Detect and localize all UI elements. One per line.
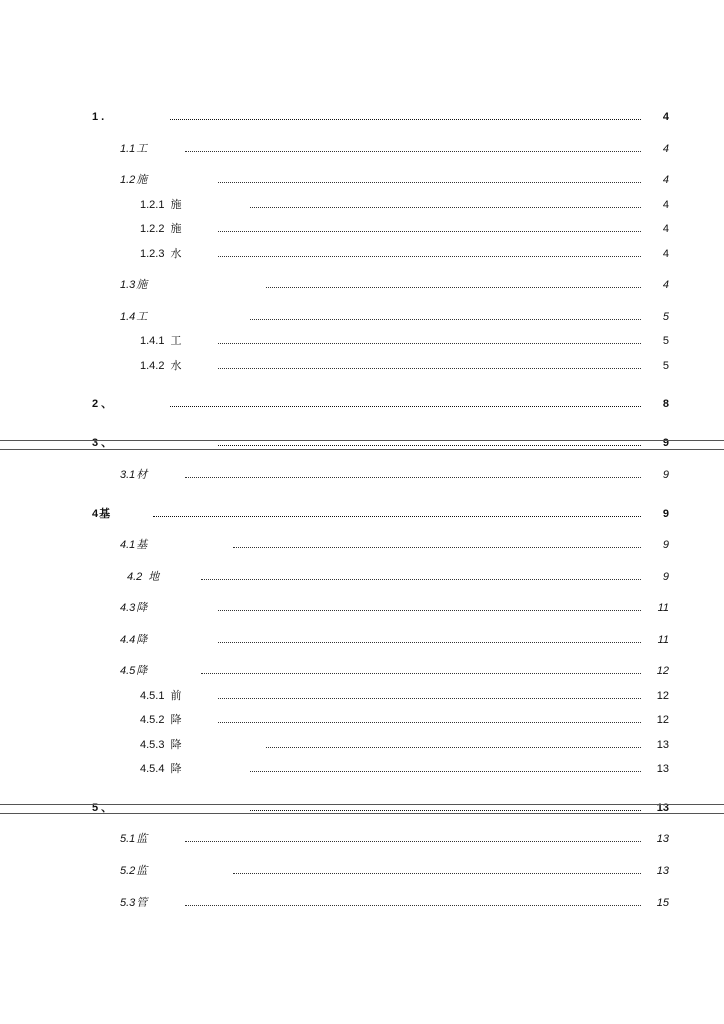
toc-page-number: 4 [662,143,669,155]
toc-entry[interactable] [0,710,724,730]
toc-page-number: 5 [662,360,669,372]
toc-dot-leader [250,810,641,811]
toc-entry-title: 水 [170,360,182,372]
toc-entry[interactable] [0,433,724,453]
toc-entry-label [120,465,147,485]
toc-page-number: 13 [656,865,669,877]
toc-entry-number: 4.5.1 [140,690,165,702]
toc-page-number: 5 [662,335,669,347]
toc-entry[interactable] [0,356,724,376]
toc-dot-leader [218,445,641,446]
toc-dot-leader [185,151,641,152]
toc-entry[interactable] [0,504,724,524]
page-break-rule [0,813,724,814]
toc-entry[interactable] [0,170,724,190]
toc-dot-leader [218,722,641,723]
toc-entry-title: 降 [170,763,182,775]
toc-dot-leader [218,182,641,183]
toc-page-number: 11 [657,634,669,646]
toc-page-number: 4 [662,279,669,291]
toc-entry-label [120,275,147,295]
toc-entry-number: 1.2.3 [140,248,165,260]
toc-entry-title: 工 [170,335,182,347]
toc-entry[interactable] [0,107,724,127]
toc-entry-label [140,331,181,351]
toc-entry-title: 监 [136,865,148,877]
toc-page-number: 12 [656,665,669,677]
toc-entry-label [92,394,112,414]
toc-page-number: 13 [656,802,669,814]
toc-entry-title: 施 [170,199,182,211]
toc-entry-label [120,661,147,681]
toc-dot-leader [218,698,641,699]
toc-entry-label [140,219,181,239]
toc-entry[interactable] [0,219,724,239]
toc-entry-number: 4.5 [120,665,136,677]
toc-dot-leader [201,579,641,580]
toc-entry[interactable] [0,661,724,681]
toc-entry-number: 5.2 [120,865,136,877]
toc-entry-title: 监 [136,833,148,845]
toc-entry-title: 基 [136,539,148,551]
toc-entry[interactable] [0,735,724,755]
toc-dot-leader [218,610,641,611]
toc-entry-number: 1.4 [120,311,136,323]
toc-page-number: 9 [662,571,669,583]
toc-entry-number: 1.2.1 [140,199,165,211]
toc-entry-label [120,630,147,650]
toc-entry-number: 4.1 [120,539,136,551]
toc-entry-number: 4.4 [120,634,136,646]
toc-dot-leader [218,368,641,369]
toc-entry-number: 5.3 [120,897,136,909]
toc-entry[interactable] [0,893,724,913]
toc-dot-leader [250,207,641,208]
toc-dot-leader [170,406,641,407]
toc-entry[interactable] [0,331,724,351]
toc-entry-title: 水 [170,248,182,260]
toc-dot-leader [218,231,641,232]
toc-entry-number: 1.3 [120,279,136,291]
toc-page-number: 4 [662,174,669,186]
toc-page-number: 9 [662,469,669,481]
toc-entry-label [92,433,112,453]
toc-entry-title: 降 [136,602,148,614]
toc-entry-number: 1.1 [120,143,136,155]
toc-page-number: 13 [656,833,669,845]
toc-dot-leader [153,516,641,517]
toc-entry-label [92,798,112,818]
toc-page-number: 9 [662,539,669,551]
toc-entry[interactable] [0,307,724,327]
toc-entry-title: 前 [170,690,182,702]
toc-dot-leader [250,319,641,320]
toc-page-number: 11 [657,602,669,614]
toc-dot-leader [170,119,641,120]
toc-dot-leader [233,873,641,874]
toc-entry-title: 降 [136,665,148,677]
page-break-rule [0,449,724,450]
toc-dot-leader [266,287,641,288]
toc-entry-number: 4.2 [127,571,143,583]
toc-entry-label [140,686,181,706]
toc-entry-label [120,170,147,190]
toc-page-number: 15 [656,897,669,909]
toc-page-number: 4 [662,248,669,260]
toc-dot-leader [233,547,641,548]
toc-entry[interactable] [0,465,724,485]
toc-dot-leader [218,642,641,643]
toc-entry-title: 降 [136,634,148,646]
page-break-rule [0,440,724,441]
toc-entry-number: 1.4.2 [140,360,165,372]
toc-entry[interactable] [0,598,724,618]
toc-entry-title: 降 [170,714,182,726]
toc-entry-label [140,195,181,215]
toc-entry-label [140,710,181,730]
toc-entry-number: 4.5.3 [140,739,165,751]
toc-entry-label [140,735,181,755]
toc-entry-number: 1.4.1 [140,335,165,347]
toc-page-number: 12 [656,714,669,726]
toc-entry-number: 1.2.2 [140,223,165,235]
toc-entry-title: 工 [136,143,148,155]
toc-dot-leader [218,256,641,257]
toc-entry[interactable] [0,759,724,779]
toc-page-number: 4 [662,223,669,235]
toc-entry-label [140,356,181,376]
toc-entry[interactable] [0,686,724,706]
toc-entry[interactable] [0,535,724,555]
toc-dot-leader [201,673,641,674]
toc-page-number: 8 [662,398,669,410]
toc-entry-label [92,107,104,127]
toc-entry-number: 1.2 [120,174,136,186]
toc-entry-number: 2 、 [92,398,113,410]
toc-entry-number: 4.3 [120,602,136,614]
toc-entry-number: 1 . [92,111,105,123]
toc-entry[interactable] [0,275,724,295]
toc-page-number: 9 [662,437,669,449]
toc-entry-title: 基 [99,508,111,520]
toc-page-number: 9 [662,508,669,520]
toc-dot-leader [266,747,641,748]
toc-entry[interactable] [0,829,724,849]
toc-page-number: 4 [662,199,669,211]
toc-entry-label [120,139,147,159]
toc-page-number: 12 [656,690,669,702]
toc-dot-leader [185,477,641,478]
toc-entry-label [127,567,159,587]
toc-entry-label [120,598,147,618]
toc-entry-number: 3.1 [120,469,136,481]
toc-dot-leader [185,905,641,906]
toc-entry-label [120,861,147,881]
toc-entry-number: 5.1 [120,833,136,845]
toc-entry-title: 地 [148,571,160,583]
toc-entry[interactable] [0,244,724,264]
toc-entry-title: 施 [136,174,148,186]
toc-entry[interactable] [0,861,724,881]
toc-dot-leader [218,343,641,344]
toc-page-number: 5 [662,311,669,323]
toc-page-number: 4 [662,111,669,123]
toc-entry-label [120,829,147,849]
toc-entry-number: 3 、 [92,437,113,449]
toc-dot-leader [185,841,641,842]
toc-entry-title: 施 [136,279,148,291]
toc-entry-label [120,535,147,555]
toc-entry-number: 4 [92,508,99,520]
page-break-rule [0,804,724,805]
toc-entry-label [140,244,181,264]
toc-entry-title: 降 [170,739,182,751]
toc-page-number: 13 [656,739,669,751]
toc-entry-number: 5 、 [92,802,113,814]
toc-entry[interactable] [0,630,724,650]
toc-entry-label [120,893,147,913]
toc-entry-title: 工 [136,311,148,323]
toc-entry-label [120,307,147,327]
toc-entry-label [140,759,181,779]
toc-entry-title: 管 [136,897,148,909]
toc-entry-title: 材 [136,469,148,481]
toc-entry[interactable] [0,195,724,215]
toc-entry[interactable] [0,394,724,414]
toc-dot-leader [250,771,641,772]
toc-entry-label [92,504,110,524]
toc-entry[interactable] [0,139,724,159]
toc-entry[interactable] [0,567,724,587]
toc-entry-number: 4.5.4 [140,763,165,775]
toc-entry-number: 4.5.2 [140,714,165,726]
toc-entry-title: 施 [170,223,182,235]
toc-entry[interactable] [0,798,724,818]
toc-page-number: 13 [656,763,669,775]
